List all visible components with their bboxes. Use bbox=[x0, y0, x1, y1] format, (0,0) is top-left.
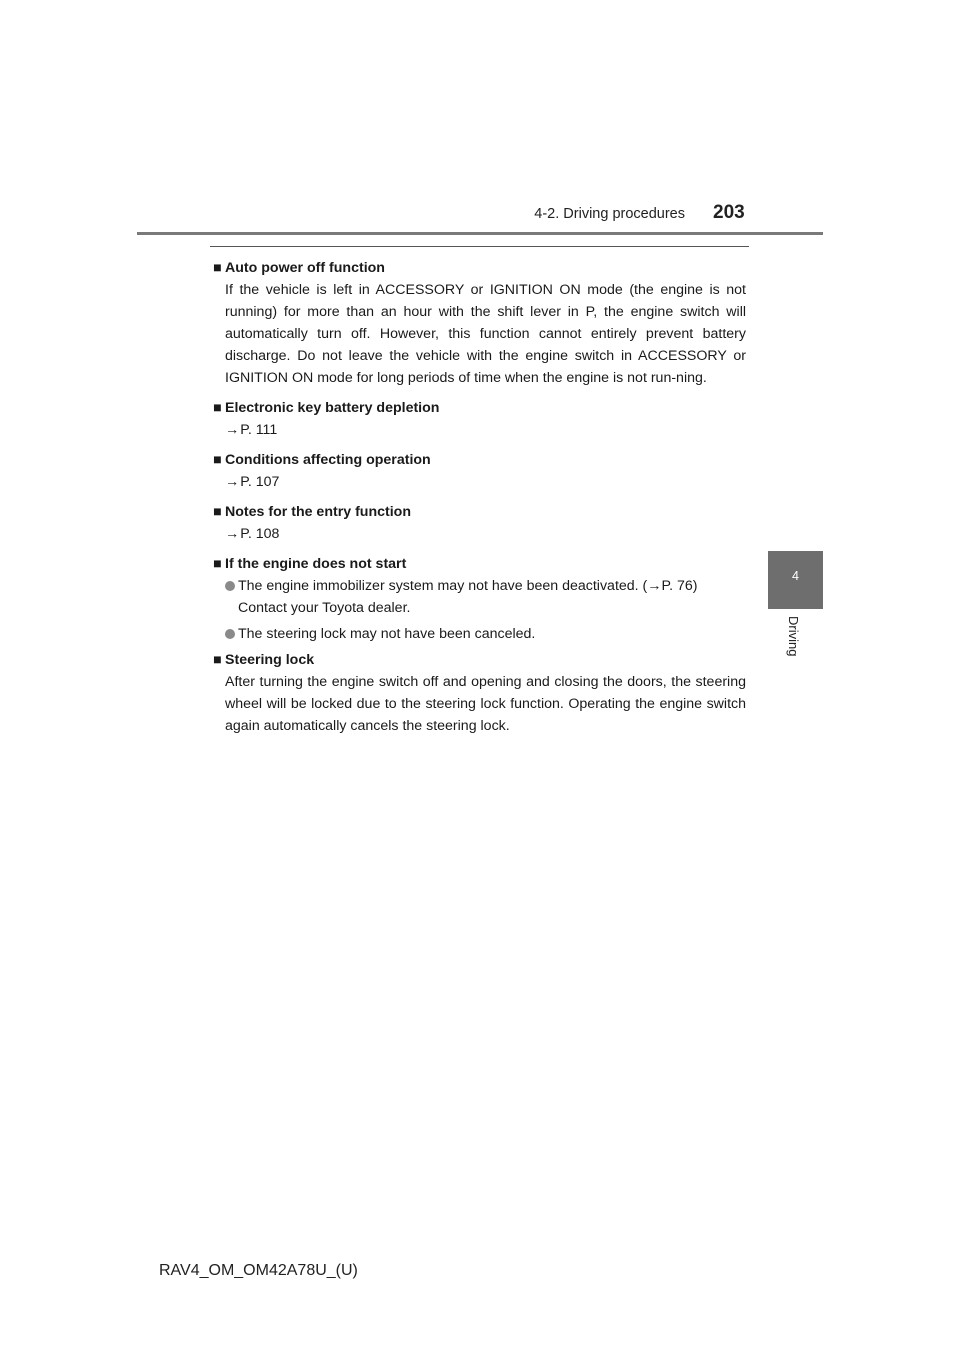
page-reference[interactable] bbox=[213, 419, 746, 441]
bullet-text: The steering lock may not have been canceled. bbox=[238, 626, 536, 642]
section-steering-lock bbox=[213, 649, 746, 737]
chapter-number: 4 bbox=[792, 569, 799, 583]
content-divider bbox=[210, 246, 749, 247]
page-reference[interactable] bbox=[213, 471, 746, 493]
reference-text[interactable]: P. 111 bbox=[240, 422, 278, 438]
section-engine-start bbox=[213, 553, 746, 645]
square-bullet-icon: ■ bbox=[213, 556, 222, 572]
chapter-label: Driving bbox=[786, 616, 801, 657]
arrow-right-icon: → bbox=[225, 526, 240, 542]
section-heading bbox=[213, 501, 746, 523]
header-section-title: 4-2. Driving procedures bbox=[534, 206, 685, 222]
arrow-right-icon: → bbox=[225, 474, 240, 490]
heading-text: If the engine does not start bbox=[225, 556, 407, 572]
page-content bbox=[213, 257, 746, 741]
section-entry-notes bbox=[213, 501, 746, 545]
section-heading bbox=[213, 397, 746, 419]
section-body: After turning the engine switch off and opening and closing the doors, the steering wheel will be locked due to the steering lock function. Operating the engine switch again automatically cancels the steering lock. bbox=[225, 674, 746, 734]
arrow-right-icon: → bbox=[647, 578, 662, 594]
section-heading bbox=[213, 553, 746, 575]
bullet-text: The engine immobilizer system may not have been deactivated. ( bbox=[238, 578, 648, 594]
square-bullet-icon: ■ bbox=[213, 452, 222, 468]
section-heading bbox=[213, 257, 746, 279]
reference-text[interactable]: P. 107 bbox=[240, 474, 280, 490]
page-reference[interactable] bbox=[213, 523, 746, 545]
heading-text: Auto power off function bbox=[225, 260, 385, 276]
section-heading bbox=[213, 649, 746, 671]
reference-text[interactable]: P. 76) bbox=[661, 578, 698, 594]
bullet-text-continued: Contact your Toyota dealer. bbox=[238, 600, 411, 616]
section-conditions bbox=[213, 449, 746, 493]
page-number: 203 bbox=[713, 202, 745, 223]
heading-text: Electronic key battery depletion bbox=[225, 400, 440, 416]
square-bullet-icon: ■ bbox=[213, 400, 222, 416]
round-bullet-icon bbox=[225, 581, 235, 591]
section-heading bbox=[213, 449, 746, 471]
heading-text: Steering lock bbox=[225, 652, 315, 668]
document-code: RAV4_OM_OM42A78U_(U) bbox=[159, 1262, 358, 1279]
list-item bbox=[213, 623, 746, 645]
section-auto-power-off bbox=[213, 257, 746, 389]
heading-text: Notes for the entry function bbox=[225, 504, 412, 520]
square-bullet-icon: ■ bbox=[213, 652, 222, 668]
list-item bbox=[213, 575, 746, 619]
round-bullet-icon bbox=[225, 629, 235, 639]
heading-text: Conditions affecting operation bbox=[225, 452, 431, 468]
section-body: If the vehicle is left in ACCESSORY or IGNITION ON mode (the engine is not running) for more than an hour with the shift lever in P, the engine switch will automatically turn off. However, this function cannot entirely prevent battery discharge. Do not leave the vehicle with the engine switch in ACCESSORY or IGNITION ON mode for long periods of time when the engine is not run-ning. bbox=[225, 282, 746, 386]
square-bullet-icon: ■ bbox=[213, 504, 222, 520]
header-divider bbox=[137, 232, 823, 235]
section-key-battery bbox=[213, 397, 746, 441]
square-bullet-icon: ■ bbox=[213, 260, 222, 276]
chapter-tab bbox=[768, 551, 823, 609]
arrow-right-icon: → bbox=[225, 422, 240, 438]
reference-text[interactable]: P. 108 bbox=[240, 526, 280, 542]
